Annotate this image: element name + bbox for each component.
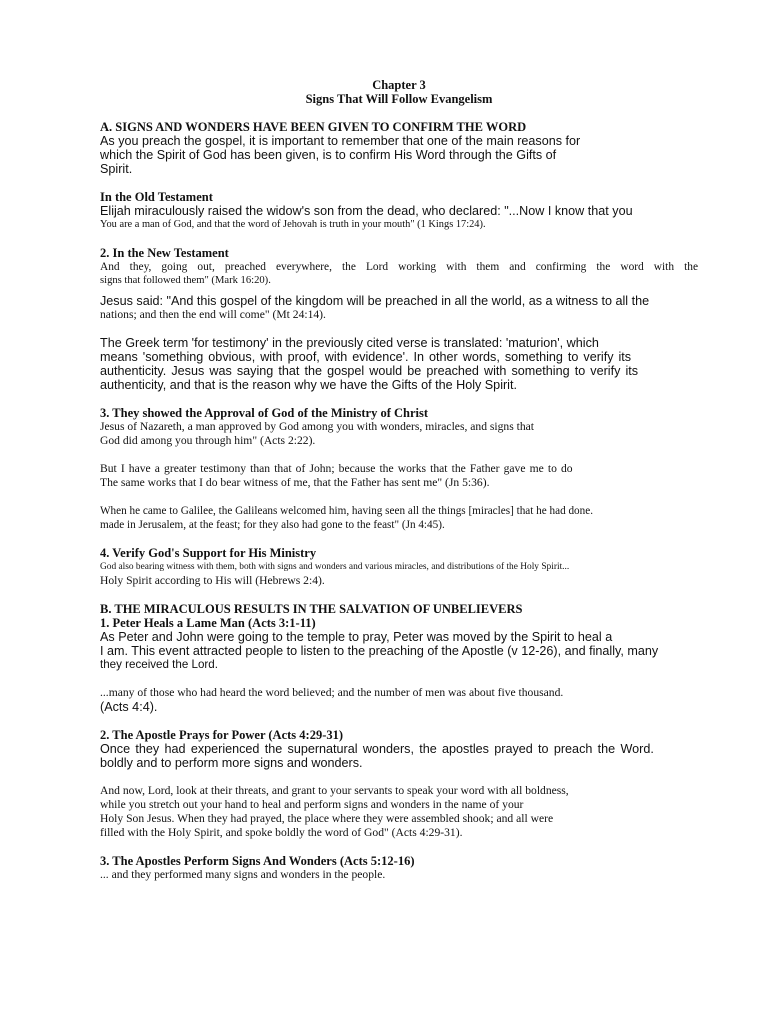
- support-text: God also bearing witness with them, both with signs and wonders and various miracles, and distributions of the Holy Spirit...: [100, 562, 570, 572]
- approval-line: made in Jerusalem, at the feast; for they also had gone to the feast" (Jn 4:45).: [100, 519, 445, 531]
- old-testament-quote: You are a man of God, and that the word of Jehovah is truth in your mouth" (1 Kings 17:24).: [100, 219, 486, 230]
- new-testament-para-2: [100, 294, 698, 308]
- peter-line: As Peter and John were going to the temple to pray, Peter was moved by the Spirit to heal a: [100, 630, 613, 644]
- prayer-quote-line: while you stretch out your hand to heal and perform signs and wonders in the name of your: [100, 798, 524, 811]
- greek-term-line: means 'something obvious, with proof, with evidence'. In other words, something to verify its: [100, 350, 632, 364]
- approval-heading: 3. They showed the Approval of God of the Ministry of Christ: [100, 406, 429, 420]
- peter-quote-reference: (Acts 4:4).: [100, 700, 158, 714]
- approval-para-2: [100, 462, 698, 490]
- section-a-intro: [100, 134, 698, 176]
- peter-line: they received the Lord.: [100, 658, 218, 671]
- apostles-heading: 3. The Apostles Perform Signs And Wonders (Acts 5:12-16): [100, 854, 415, 868]
- new-testament-heading: 2. In the New Testament: [100, 246, 229, 260]
- peter-heading: 1. Peter Heals a Lame Man (Acts 3:1-11): [100, 616, 316, 630]
- apostles-text: ... and they performed many signs and wonders in the people.: [100, 868, 386, 881]
- support-text: Holy Spirit according to His will (Hebrews 2:4).: [100, 574, 325, 587]
- approval-line: But I have a greater testimony than that of John; because the works that the Father gave me to do: [100, 462, 573, 475]
- old-testament-line-2: [100, 218, 698, 232]
- prayer-quote-line: filled with the Holy Spirit, and spoke boldly the word of God" (Acts 4:29-31).: [100, 826, 463, 839]
- approval-line: The same works that I do bear witness of me, that the Father has sent me" (Jn 5:36).: [100, 476, 490, 489]
- approval-line: When he came to Galilee, the Galileans welcomed him, having seen all the things [miracles] that he had done.: [100, 505, 594, 517]
- approval-line: God did among you through him" (Acts 2:22).: [100, 434, 316, 447]
- greek-term-line: The Greek term 'for testimony' in the previously cited verse is translated: 'maturion', which: [100, 336, 599, 350]
- chapter-number: Chapter 3: [372, 78, 426, 92]
- approval-para-1: [100, 420, 698, 448]
- greek-term-line: authenticity. Jesus was saying that the gospel would be preached with something to verify its: [100, 364, 639, 378]
- peter-line: I am. This event attracted people to listen to the preaching of the Apostle (v 12-26), and finally, many: [100, 644, 659, 658]
- apostles-line: [100, 868, 698, 882]
- peter-quote: [100, 686, 698, 700]
- prayer-quote-line: Holy Son Jesus. When they had prayed, the place where they were assembled shook; and all were: [100, 812, 554, 825]
- prayer-heading: 2. The Apostle Prays for Power (Acts 4:29-31): [100, 728, 344, 742]
- peter-paragraph: [100, 630, 698, 672]
- section-a-intro-line: Spirit.: [100, 162, 133, 176]
- new-testament-para-2b: [100, 308, 698, 322]
- section-a-heading: A. SIGNS AND WONDERS HAVE BEEN GIVEN TO CONFIRM THE WORD: [100, 120, 527, 134]
- support-heading: 4. Verify God's Support for His Ministry: [100, 546, 317, 560]
- new-testament-para-1: [100, 260, 698, 288]
- prayer-line: Once they had experienced the supernatural wonders, the apostles prayed to preach the Word.: [100, 742, 654, 756]
- section-b-heading: B. THE MIRACULOUS RESULTS IN THE SALVATION OF UNBELIEVERS: [100, 602, 523, 616]
- section-a-intro-line: As you preach the gospel, it is important to remember that one of the main reasons for: [100, 134, 581, 148]
- chapter-title: Signs That Will Follow Evangelism: [305, 92, 493, 106]
- prayer-line: boldly and to perform more signs and wonders.: [100, 756, 363, 770]
- old-testament-text: Elijah miraculously raised the widow's son from the dead, who declared: "...Now I know that you: [100, 204, 633, 218]
- section-a-intro-line: which the Spirit of God has been given, is to confirm His Word through the Gifts of: [100, 148, 557, 162]
- support-line-2: [100, 574, 698, 588]
- prayer-quote: [100, 784, 698, 840]
- peter-quote-ref: [100, 700, 698, 714]
- greek-term-line: authenticity, and that is the reason why we have the Gifts of the Holy Spirit.: [100, 378, 517, 392]
- old-testament-line-1: [100, 204, 698, 218]
- document-page: [100, 78, 698, 882]
- support-line-1: [100, 560, 698, 574]
- new-testament-line: signs that followed them" (Mark 16:20).: [100, 275, 271, 286]
- new-testament-line: nations; and then the end will come" (Mt 24:14).: [100, 308, 326, 321]
- prayer-quote-line: And now, Lord, look at their threats, and grant to your servants to speak your word with all boldness,: [100, 784, 569, 797]
- peter-quote-text: ...many of those who had heard the word believed; and the number of men was about five thousand.: [100, 686, 564, 699]
- new-testament-line: And they, going out, preached everywhere, the Lord working with them and confirming the word with the: [100, 261, 698, 273]
- approval-para-3: [100, 504, 698, 532]
- new-testament-line: Jesus said: "And this gospel of the kingdom will be preached in all the world, as a witness to all the: [100, 294, 650, 308]
- old-testament-heading: In the Old Testament: [100, 190, 213, 204]
- greek-term-paragraph: [100, 336, 698, 392]
- approval-line: Jesus of Nazareth, a man approved by God among you with wonders, miracles, and signs that: [100, 420, 535, 433]
- prayer-paragraph: [100, 742, 698, 770]
